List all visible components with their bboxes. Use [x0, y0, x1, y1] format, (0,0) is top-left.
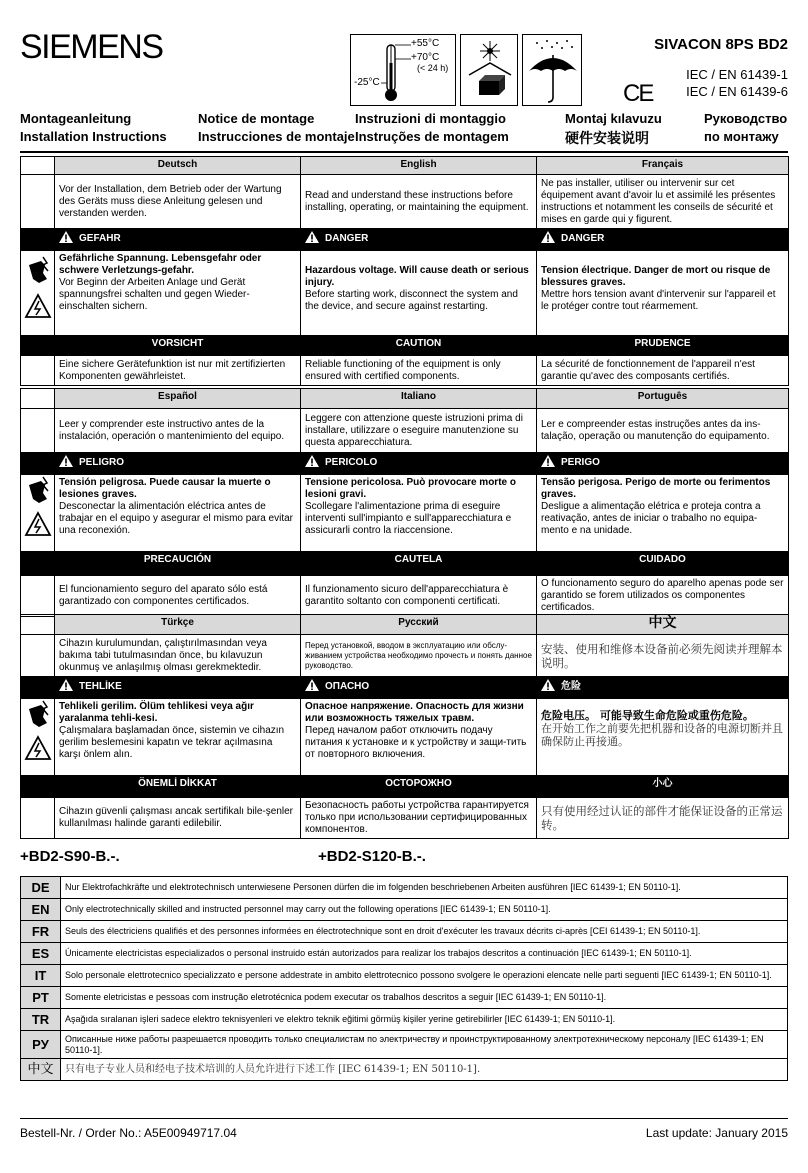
caution-label: ÖNEMLİ DİKKAT [55, 776, 301, 798]
danger-label: PERICOLO [325, 457, 378, 468]
intro-text: Ler e compreender estas instruções antes da ins-talação, operação ou manutenção do equipamento. [537, 409, 789, 453]
intro-text: Перед установкой, вводом в эксплуатацию или обслу-живанием устройства необходимо прочесть и понять данное руководство. [301, 635, 537, 677]
table-row [21, 877, 788, 899]
danger-label: PERIGO [561, 457, 600, 468]
qualification-text: Nur Elektrofachkräfte und elektrotechnisch unterwiesene Personen dürfen die im folgenden beschriebenen Arbeiten ausführen [IEC 61439-1; EN 50110-1]. [61, 877, 788, 899]
lang-code: 中文 [21, 1059, 61, 1081]
table-row [21, 899, 788, 921]
intro-text: Ne pas installer, utiliser ou intervenir sur cet équipement avant d'avoir lu et assimilé les présentes instructions et notamment les conseils de sécurité et mises en garde qui y figurent. [537, 175, 789, 229]
title-pt: Instruções de montagem [355, 129, 509, 144]
lang-code: ES [21, 943, 61, 965]
danger-bold-text: 危险电压。 可能导致生命危险或重伤危险。 [541, 709, 754, 722]
safety-block-es-it-pt [20, 388, 789, 617]
sun-house-icon [461, 35, 519, 107]
lang-header: Русский [301, 615, 537, 635]
danger-label: ОПАСНО [325, 681, 370, 692]
siemens-logo: SIEMENS [20, 28, 163, 66]
table-row [21, 987, 788, 1009]
caution-text: Cihazın güvenli çalışması ancak sertifikalı bile-şenler kullanılması halinde garanti edilebilir. [55, 798, 301, 839]
lang-code: IT [21, 965, 61, 987]
footer-divider [20, 1118, 788, 1119]
indoor-pictogram [460, 34, 518, 106]
standard-2: IEC / EN 61439-6 [686, 84, 788, 99]
warning-icon [59, 679, 73, 691]
electric-shock-hand-icon [21, 699, 55, 771]
qualification-text: Somente eletricistas e pessoas com instrução eletrotécnica podem executar os trabalhos descritos a seguir [IEC 61439-1; EN 50110-1]. [61, 987, 788, 1009]
qualification-text: Solo personale elettrotecnico specializzato e persone addestrate in ambito elettrotecnico possono svolgere le operazioni elencate nelle parti seguenti [IEC 61439-1; EN 50110-1]. [61, 965, 788, 987]
danger-text: 在开始工作之前要先把机器和设备的电源切断并且确保防止再接通。 [541, 722, 783, 748]
safety-block-tr-ru-zh [20, 614, 789, 839]
qualification-text: 只有电子专业人员和经电子技术培训的人员允许进行下述工作 [IEC 61439-1; EN 50110-1]. [61, 1059, 788, 1081]
temp-low: -25°C [354, 77, 380, 88]
title-en: Installation Instructions [20, 129, 167, 144]
title-ru-2: по монтажу [704, 129, 779, 144]
product-name: SIVACON 8PS BD2 [654, 36, 788, 53]
danger-bold-text: Tension électrique. Danger de mort ou risque de blessures graves. [541, 265, 771, 288]
danger-bold-text: Опасное напряжение. Опасность для жизни или возможность тяжелых травм. [305, 701, 524, 724]
qualification-text: Seuls des électriciens qualifiés et des personnes informées en électrotechnique sont en droit d'exécuter les travaux décrits ci-après [CEI 61439-1; EN 50110-1]. [61, 921, 788, 943]
danger-text: Desligue a alimentação elétrica e proteja contra a reativação, antes de iniciar o trabalho no equipa-mento e na unidade. [541, 501, 761, 536]
lang-header: 中文 [537, 615, 789, 635]
type-code-1: +BD2-S90-B.-. [20, 848, 120, 865]
caution-text: La sécurité de fonctionnement de l'appareil n'est garantie qu'avec des composants certifiés. [537, 356, 789, 386]
lang-code: PT [21, 987, 61, 1009]
lang-header: Français [537, 157, 789, 175]
table-row [21, 1031, 788, 1059]
qualification-text: Aşağıda sıralanan işleri sadece elektro teknisyenleri ve elektro teknik eğitimi görmüş kişiler yerine getirebilirler [IEC 61439-1; EN 50110-1]. [61, 1009, 788, 1031]
danger-bold-text: Tensão perigosa. Perigo de morte ou ferimentos graves. [541, 477, 771, 500]
safety-block-de-en-fr [20, 156, 789, 386]
standard-1: IEC / EN 61439-1 [686, 67, 788, 82]
danger-text: Before starting work, disconnect the system and the device, and secure against restarting. [305, 289, 518, 312]
qualification-text: Únicamente electricistas especializados o personal instruido están autorizados para realizar los trabajos descritos a continuación [IEC 61439-1; EN 50110-1]. [61, 943, 788, 965]
lang-code: EN [21, 899, 61, 921]
danger-label: DANGER [325, 233, 369, 244]
caution-text: El funcionamiento seguro del aparato sólo está garantizado con componentes certificados. [55, 576, 301, 617]
warning-icon [59, 455, 73, 467]
qualification-text: Описанные ниже работы разрешается проводить только специалистам по электричеству и проинструктированному электротехническому персоналу [IEC 61439-1; EN 50110-1]. [61, 1031, 788, 1059]
warning-icon [59, 231, 73, 243]
danger-text: Vor Beginn der Arbeiten Anlage und Gerät spannungsfrei schalten und gegen Wieder-einschalten sichern. [59, 277, 250, 312]
title-fr: Notice de montage [198, 111, 315, 126]
caution-label: PRUDENCE [537, 336, 789, 356]
table-row [21, 943, 788, 965]
danger-bold-text: Tensión peligrosa. Puede causar la muerte o lesiones graves. [59, 477, 271, 500]
intro-text: Leggere con attenzione queste istruzioni prima di installare, utilizzare o eseguire manutenzione su questa apparecchiatura. [301, 409, 537, 453]
warning-icon [541, 455, 555, 467]
warning-icon [541, 679, 555, 691]
table-row [21, 965, 788, 987]
danger-text: Desconectar la alimentación eléctrica antes de trabajar en el equipo y asegurar el mismo para evitar una reconexión. [59, 501, 294, 536]
last-update: Last update: January 2015 [645, 1126, 788, 1140]
title-ru-1: Руководство [704, 111, 788, 126]
lang-header: Español [55, 389, 301, 409]
title-tr: Montaj kılavuzu [565, 111, 662, 126]
danger-text: Перед началом работ отключить подачу питания к установке и к устройству и защи-тить от повторного включения. [305, 725, 527, 760]
environment-pictograms [350, 34, 582, 106]
warning-icon [305, 455, 319, 467]
title-it: Instruzioni di montaggio [355, 111, 506, 126]
warning-icon [541, 231, 555, 243]
intro-text: Leer y comprender este instructivo antes de la instalación, operación o mantenimiento del equipo. [55, 409, 301, 453]
caution-text: Eine sichere Gerätefunktion ist nur mit zertifizierten Komponenten gewährleistet. [55, 356, 301, 386]
caution-text: Il funzionamento sicuro dell'apparecchiatura è garantito soltanto con componenti certificati. [301, 576, 537, 617]
type-code-2: +BD2-S120-B.-. [318, 848, 426, 865]
document-titles [20, 111, 788, 155]
danger-label: TEHLİKE [79, 681, 122, 692]
intro-text: Cihazın kurulumundan, çalıştırılmasından veya bakıma tabi tutulmasından önce, bu kılavuzun okunmuş ve anlaşılmış olması gerekmektedir. [55, 635, 301, 677]
caution-text: 只有使用经过认证的部件才能保证设备的正常运转。 [537, 798, 789, 839]
caution-text: O funcionamento seguro do aparelho apenas pode ser garantido se forem utilizados os componentes certificados. [537, 576, 789, 617]
lang-code: DE [21, 877, 61, 899]
title-es: Instrucciones de montaje [198, 129, 355, 144]
table-row [21, 1009, 788, 1031]
warning-icon [305, 231, 319, 243]
danger-text: Scollegare l'alimentazione prima di eseguire interventi sull'impianto e sull'apparecchiatura e assicurarli contro la riaccensione. [305, 501, 512, 536]
lang-code: PУ [21, 1031, 61, 1059]
header-divider [20, 151, 788, 153]
intro-text: 安装、使用和维修本设备前必须先阅读并理解本说明。 [537, 635, 789, 677]
qualification-table [20, 876, 788, 1081]
caution-text: Reliable functioning of the equipment is only ensured with certified components. [301, 356, 537, 386]
caution-label: CUIDADO [537, 552, 789, 576]
lang-header: Deutsch [55, 157, 301, 175]
caution-label: CAUTION [301, 336, 537, 356]
danger-label: DANGER [561, 233, 605, 244]
title-de: Montageanleitung [20, 111, 132, 126]
danger-text: Mettre hors tension avant d'intervenir sur l'appareil et le protéger contre tout réarmement. [541, 289, 776, 312]
ce-mark: CE [623, 80, 653, 107]
temp-high: +55°C [411, 38, 440, 49]
title-zh: 硬件安装说明 [565, 131, 649, 147]
rain-pictogram [522, 34, 582, 106]
table-row [21, 921, 788, 943]
danger-bold-text: Hazardous voltage. Will cause death or serious injury. [305, 265, 529, 288]
lang-code: TR [21, 1009, 61, 1031]
danger-bold-text: Tensione pericolosa. Può provocare morte o lesioni gravi. [305, 477, 516, 500]
danger-label: GEFAHR [79, 233, 121, 244]
temperature-pictogram [350, 34, 456, 106]
caution-label: ОСТОРОЖНО [301, 776, 537, 798]
caution-label: CAUTELA [301, 552, 537, 576]
table-row [21, 1059, 788, 1081]
qualification-text: Only electrotechnically skilled and instructed personnel may carry out the following operations [IEC 61439-1; EN 50110-1]. [61, 899, 788, 921]
electric-shock-hand-icon [21, 251, 55, 331]
caution-label: VORSICHT [55, 336, 301, 356]
danger-text: Çalışmalara başlamadan önce, sistemin ve cihazın gerilim beslemesini kapatın ve tekrar açılmasına karşı önlem alın. [59, 725, 285, 760]
order-number: Bestell-Nr. / Order No.: A5E00949717.04 [20, 1126, 237, 1140]
danger-label: PELIGRO [79, 457, 125, 468]
umbrella-icon [523, 35, 583, 107]
danger-label: 危险 [561, 681, 581, 692]
lang-header: Italiano [301, 389, 537, 409]
lang-header: English [301, 157, 537, 175]
caution-label: 小心 [537, 776, 789, 798]
danger-bold-text: Tehlikeli gerilim. Ölüm tehlikesi veya ağır yaralanma tehli-kesi. [59, 701, 254, 724]
electric-shock-hand-icon [21, 475, 55, 547]
danger-bold-text: Gefährliche Spannung. Lebensgefahr oder schwere Verletzungs-gefahr. [59, 253, 262, 276]
temp-mid-note: (< 24 h) [417, 63, 449, 73]
lang-header: Türkçe [55, 615, 301, 635]
temp-mid: +70°C [411, 52, 440, 63]
caution-text: Безопасность работы устройства гарантируется только при использовании сертифицированных компонентов. [301, 798, 537, 839]
lang-code: FR [21, 921, 61, 943]
intro-text: Read and understand these instructions before installing, operating, or maintaining the equipment. [301, 175, 537, 229]
lang-header: Português [537, 389, 789, 409]
caution-label: PRECAUCIÓN [55, 552, 301, 576]
intro-text: Vor der Installation, dem Betrieb oder der Wartung des Geräts muss diese Anleitung gelesen und verstanden werden. [55, 175, 301, 229]
warning-icon [305, 679, 319, 691]
